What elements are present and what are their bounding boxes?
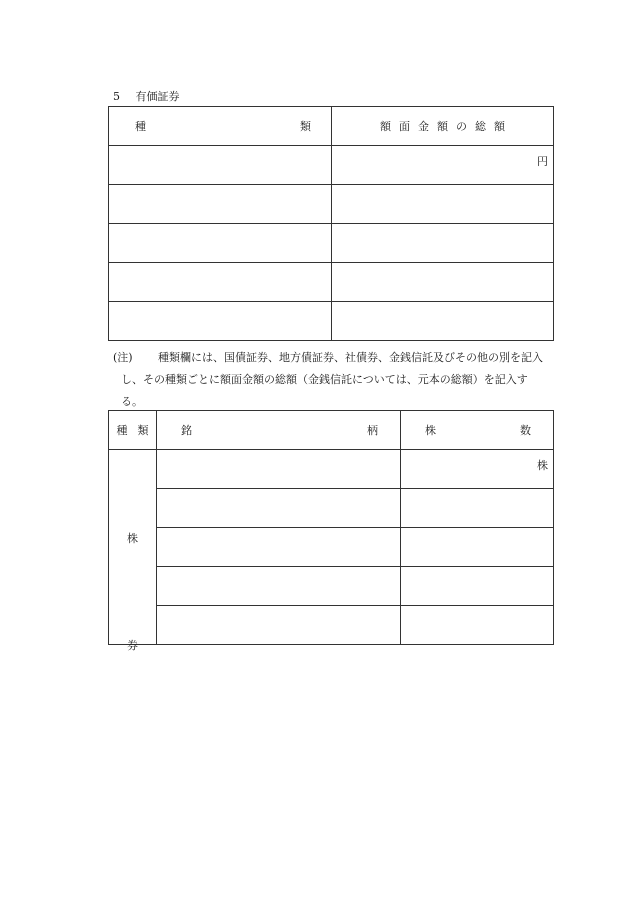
header-kind <box>109 107 332 146</box>
kind-label-bottom: 券 <box>127 639 138 652</box>
header-kind-char-2: 類 <box>137 424 149 437</box>
table-row <box>109 528 554 567</box>
header-count-char-2: 数 <box>520 424 531 437</box>
securities-table <box>108 106 554 341</box>
kind-label-top: 株 <box>127 532 138 545</box>
kind-cell[interactable] <box>109 146 332 185</box>
table-row <box>109 224 554 263</box>
header-kind-char-1: 種 <box>135 120 146 133</box>
amount-cell[interactable] <box>332 224 554 263</box>
yen-unit: 円 <box>537 155 548 168</box>
brand-cell[interactable] <box>157 450 401 489</box>
brand-cell[interactable] <box>157 528 401 567</box>
table-header-row <box>109 107 554 146</box>
header-share-count <box>401 411 554 450</box>
table-row <box>109 567 554 606</box>
brand-cell[interactable] <box>157 489 401 528</box>
section-number: 5 <box>113 90 120 103</box>
amount-cell[interactable] <box>332 146 554 185</box>
count-cell[interactable] <box>401 567 554 606</box>
table-row <box>109 450 554 489</box>
table-row <box>109 489 554 528</box>
amount-cell[interactable] <box>332 302 554 341</box>
kind-cell[interactable] <box>109 224 332 263</box>
amount-cell[interactable] <box>332 185 554 224</box>
amount-cell[interactable] <box>332 263 554 302</box>
note-line-2: し、その種類ごとに額面金額の総額（金銭信託については、元本の総額）を記入す <box>121 373 528 386</box>
stock-table <box>108 410 554 652</box>
note-block <box>113 347 575 413</box>
section-heading <box>113 88 180 104</box>
header-kind-char-2: 類 <box>300 120 311 133</box>
table-row <box>109 302 554 341</box>
header-kind-char-1: 種 <box>116 424 128 437</box>
header-face-value-total: 額面金額の総額 <box>332 107 554 146</box>
stock-kind-cell <box>109 450 157 652</box>
count-cell[interactable] <box>401 606 554 645</box>
header-brand <box>157 411 401 450</box>
count-cell[interactable] <box>401 528 554 567</box>
kind-cell[interactable] <box>109 185 332 224</box>
count-cell[interactable] <box>401 450 554 489</box>
section-title: 有価証券 <box>135 90 180 103</box>
table-row <box>109 146 554 185</box>
brand-cell[interactable] <box>157 567 401 606</box>
kind-cell[interactable] <box>109 302 332 341</box>
header-brand-char-2: 柄 <box>367 424 378 437</box>
table-row <box>109 185 554 224</box>
table-row <box>109 263 554 302</box>
kind-cell[interactable] <box>109 263 332 302</box>
header-kind <box>109 411 157 450</box>
note-line-3: る。 <box>121 395 143 408</box>
header-brand-char-1: 銘 <box>181 424 192 437</box>
table-header-row <box>109 411 554 450</box>
note-label: (注) <box>113 351 133 364</box>
count-cell[interactable] <box>401 489 554 528</box>
share-unit: 株 <box>537 459 548 472</box>
brand-cell[interactable] <box>157 606 401 645</box>
table-row <box>109 606 554 645</box>
header-count-char-1: 株 <box>425 424 436 437</box>
note-line-1: 種類欄には、国債証券、地方債証券、社債券、金銭信託及びその他の別を記入 <box>158 351 543 364</box>
